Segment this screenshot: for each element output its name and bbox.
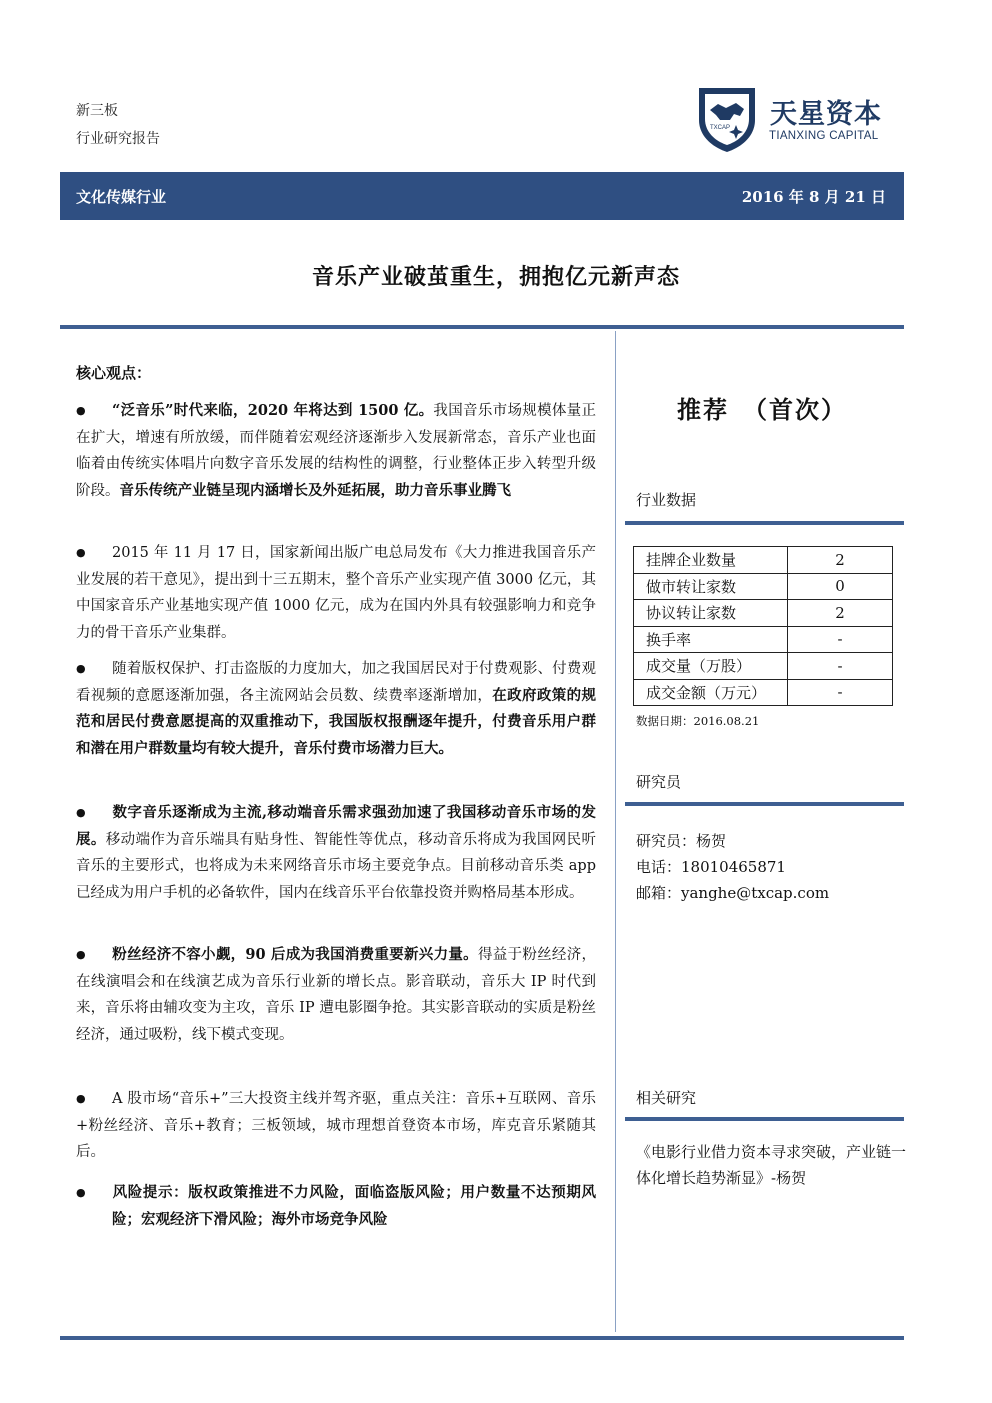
industry-data-table [633,546,893,706]
section-rule [625,802,904,806]
report-date: 2016 年 8 月 21 日 [741,188,886,206]
table-row: 协议转让家数 2 [634,600,893,627]
table-row: 成交金额（万元） - [634,679,893,706]
bullet-paragraph-3: ● 随着版权保护、打击盗版的力度加大，加之我国居民对于付费观影、付费观看视频的意愿逐渐加强，各主流网站会员数、续费率逐渐增加，在政府政策的规范和居民付费意愿提高的双重推动下，我国版权报酬逐年提升，付费音乐用户群和潜在用户群数量均有较大提升，音乐付费市场潜力巨大。 [76,656,596,762]
bullet-paragraph-7: ● 风险提示：版权政策推进不力风险，面临盗版风险；用户数量不达预期风险；宏观经济下滑风险；海外市场竞争风险 [76,1180,596,1233]
bullet-icon: ● [76,1092,86,1105]
section-rule [625,521,904,525]
industry-banner [60,172,904,220]
data-date: 数据日期：2016.08.21 [636,714,760,728]
top-divider [60,325,904,329]
analyst-email[interactable]: 邮箱：yanghe@txcap.com [636,884,830,902]
bullet-paragraph-1: ● “泛音乐”时代来临，2020 年将达到 1500 亿。我国音乐市场规模体量正在扩大，增速有所放缓，而伴随着宏观经济逐渐步入发展新常态，音乐产业也面临着由传统实体唱片向数字音乐发展的结构性的调整，行业整体正步入转型升级阶段。音乐传统产业链呈现内涵增长及外延拓展，助力音乐事业腾飞 [76,398,596,504]
bullet-icon: ● [76,546,86,559]
core-views-heading: 核心观点： [76,364,152,382]
bullet-paragraph-6: ● A 股市场“音乐+”三大投资主线并驾齐驱，重点关注：音乐+互联网、音乐+粉丝经济、音乐+教育；三板领域，城市理想首登资本市场，库克音乐紧随其后。 [76,1086,596,1166]
analyst-name: 研究员：杨贺 [636,832,727,850]
report-title: 音乐产业破茧重生，拥抱亿元新声态 [311,264,680,290]
table-row: 挂牌企业数量 2 [634,547,893,574]
bullet-icon: ● [76,1186,86,1199]
related-research-label: 相关研究 [636,1089,697,1107]
table-row: 做市转让家数 0 [634,573,893,600]
bottom-divider [60,1336,904,1340]
bullet-paragraph-5: ● 粉丝经济不容小觑，90 后成为我国消费重要新兴力量。得益于粉丝经济，在线演唱会和在线演艺成为音乐行业新的增长点。影音联动，音乐大 IP 时代到来，音乐将由辅攻变为主攻，音乐 IP 遭电影圈争抢。其实影音联动的实质是粉丝经济，通过吸粉，线下模式变现。 [76,942,596,1048]
bullet-icon: ● [76,806,86,819]
section-rule [625,1117,904,1121]
board-label: 新三板 [76,103,118,119]
analyst-phone: 电话：18010465871 [636,858,786,876]
logo-text-en: TIANXING CAPITAL [769,130,879,142]
logo-text-cn: 天星资本 [770,99,882,130]
industry-label: 文化传媒行业 [76,188,167,206]
table-row: 成交量（万股） - [634,653,893,680]
related-research-item[interactable]: 《电影行业借力资本寻求突破，产业链一体化增长趋势渐显》-杨贺 [636,1143,907,1187]
bullet-icon: ● [76,948,86,961]
report-type-label: 行业研究报告 [76,131,160,147]
recommendation-rating: 推荐 （首次） [677,395,847,424]
industry-data-label: 行业数据 [636,491,697,509]
bullet-paragraph-2: ● 2015 年 11 月 17 日，国家新闻出版广电总局发布《大力推进我国音乐产业发展的若干意见》，提出到十三五期末，整个音乐产业实现产值 3000 亿元，其中国家音乐产业基地实现产值 1000 亿元，成为在国内外具有较强影响力和竞争力的骨干音乐产业集群。 [76,540,596,646]
column-divider [615,331,616,1332]
bullet-icon: ● [76,404,86,417]
bullet-paragraph-4: ● 数字音乐逐渐成为主流,移动端音乐需求强劲加速了我国移动音乐市场的发展。移动端作为音乐端具有贴身性、智能性等优点，移动音乐将成为我国网民听音乐的主要形式，也将成为未来网络音乐市场主要竞争点。目前移动音乐类 app 已经成为用户手机的必备软件，国内在线音乐平台依靠投资并购格局基本形成。 [76,800,596,906]
shield-logo-icon [696,84,758,154]
svg-text:TXCAP: TXCAP [710,125,731,131]
bullet-icon: ● [76,662,86,675]
table-row: 换手率 - [634,626,893,653]
analyst-section-label: 研究员 [636,773,682,791]
